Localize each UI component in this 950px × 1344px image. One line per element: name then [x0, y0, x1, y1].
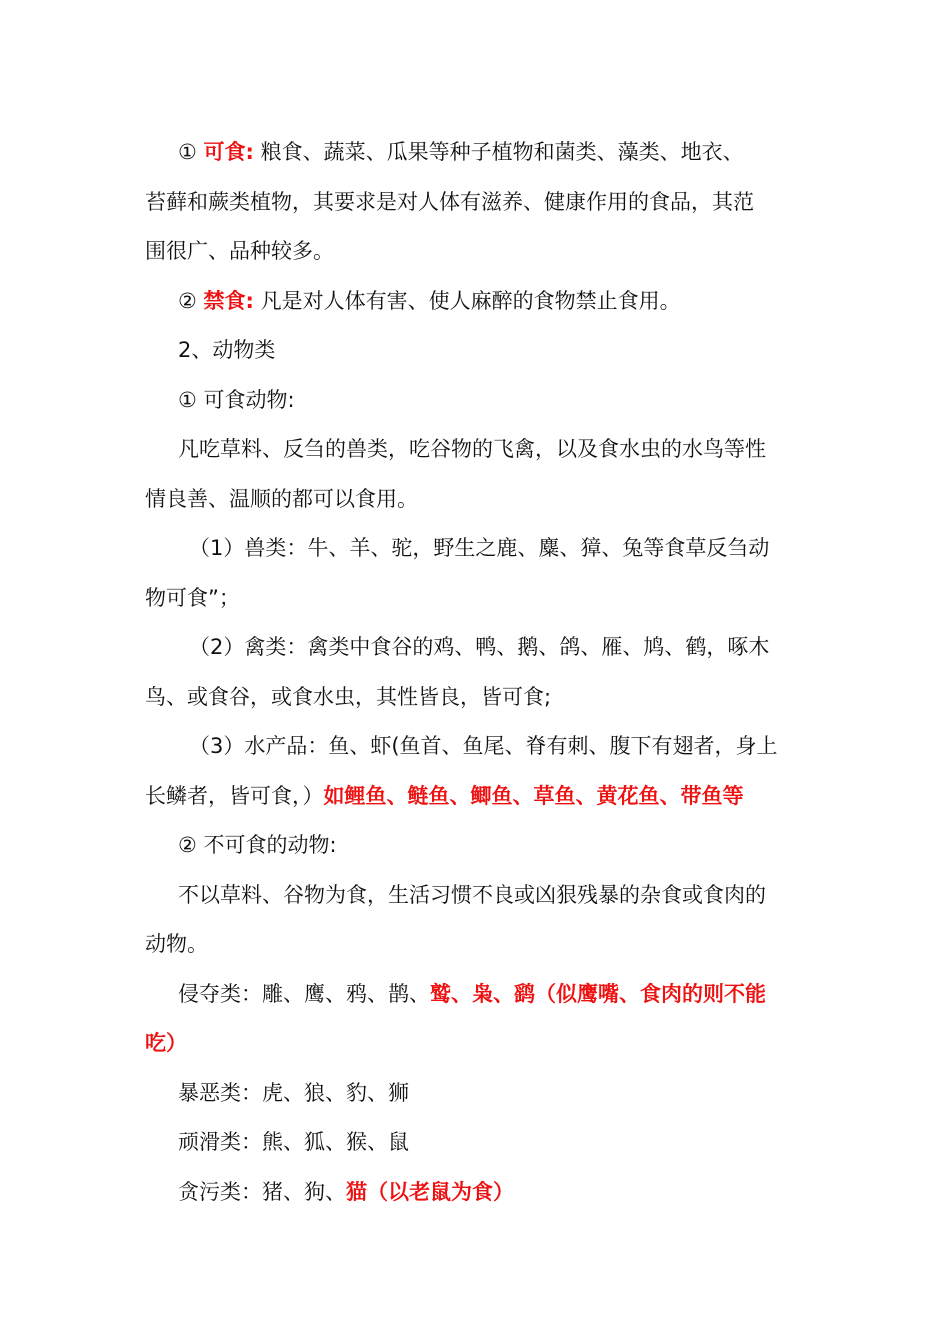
beasts-item: （1）兽类：牛、羊、驼，野生之鹿、麋、獐、兔等食草反刍动: [189, 536, 770, 560]
forbidden-paragraph: [145, 277, 810, 327]
subsection-heading: ② 不可食的动物:: [178, 833, 337, 857]
raptors-item: [145, 970, 810, 1020]
paragraph-text: 侵夺类：雕、鹰、鸦、鹊、: [178, 981, 430, 1006]
paragraph-line: 动物。: [145, 932, 208, 956]
item-number: ②: [178, 288, 197, 313]
section-heading: 2、动物类: [178, 338, 276, 362]
fish-highlight: 如鲤鱼、鲢鱼、鲫鱼、草鱼、黄花鱼、带鱼等: [323, 783, 744, 808]
greedy-item: [145, 1168, 810, 1218]
cat-highlight: 猫（以老鼠为食）: [346, 1179, 514, 1204]
item-number: ①: [178, 140, 197, 164]
paragraph-line: 苔藓和蕨类植物，其要求是对人体有滋养、健康作用的食品，其范: [145, 189, 754, 214]
paragraph-line: 情良善、温顺的都可以食用。: [145, 486, 418, 511]
paragraph-text: 粮食、蔬菜、瓜果等种子植物和菌类、藻类、地衣、: [260, 140, 744, 164]
raptors-highlight-cont: 吃）: [145, 1031, 187, 1055]
cunning-item: 顽滑类：熊、狐、猴、鼠: [178, 1130, 409, 1154]
paragraph-line: 不以草料、谷物为食，生活习惯不良或凶狠残暴的杂食或食肉的: [178, 882, 766, 907]
paragraph-text: 长鳞者，皆可食，）: [145, 783, 324, 808]
subsection-heading: ① 可食动物:: [178, 387, 295, 412]
paragraph-line: 凡吃草料、反刍的兽类，吃谷物的飞禽，以及食水虫的水鸟等性: [178, 437, 766, 461]
paragraph-text: 贪污类：猪、狗、: [178, 1179, 346, 1204]
raptors-highlight: 鹫、枭、鹞（似鹰嘴、食肉的则不能: [430, 981, 766, 1006]
paragraph-line: 鸟、或食谷，或食水虫，其性皆良，皆可食;: [145, 684, 552, 709]
paragraph-text: 凡是对人体有害、使人麻醉的食物禁止食用。: [260, 288, 681, 313]
document-body: [145, 128, 810, 1217]
paragraph-line: 围很广、品种较多。: [145, 239, 334, 263]
edible-plants-paragraph: [145, 128, 810, 178]
birds-item: （2）禽类：禽类中食谷的鸡、鸭、鹅、鸽、雁、鸠、鹤，啄木: [189, 635, 770, 659]
fierce-item: 暴恶类：虎、狼、豹、狮: [178, 1080, 409, 1105]
forbidden-label: 禁食:: [203, 288, 254, 313]
paragraph-line: 物可食”；: [145, 585, 240, 610]
edible-label: 可食:: [203, 140, 254, 164]
aquatic-item: （3）水产品：鱼、虾(鱼首、鱼尾、脊有刺、腹下有翅者，身上: [189, 734, 778, 758]
paragraph-line: [145, 772, 810, 822]
